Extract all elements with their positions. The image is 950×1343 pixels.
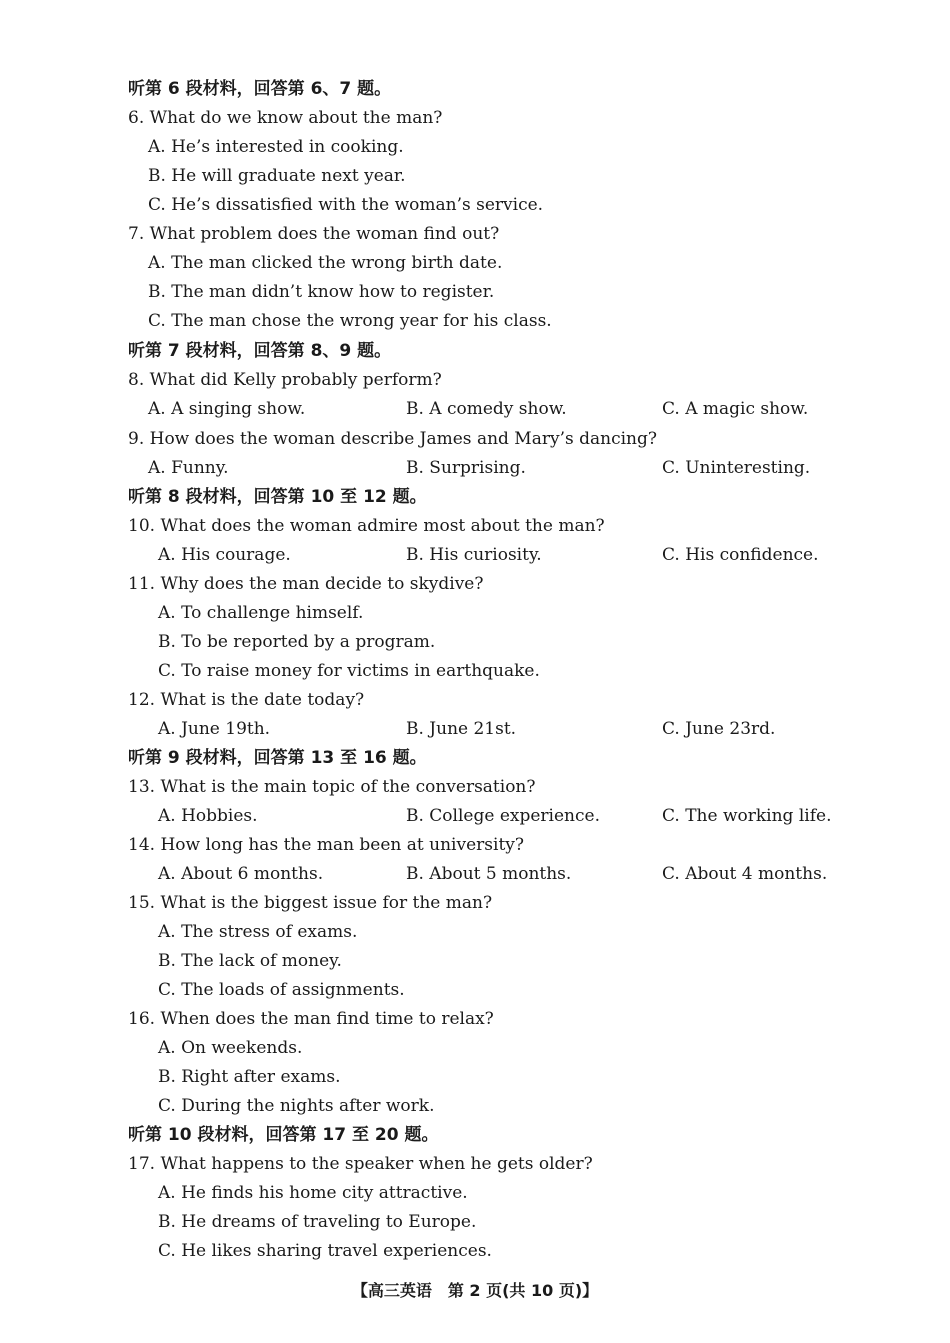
question-13-option-a: A. Hobbies. [158, 806, 258, 826]
question-16-stem: 16. When does the man find time to relax? [128, 1009, 494, 1029]
section-8-heading: 听第 8 段材料，回答第 10 至 12 题。 [128, 487, 427, 507]
question-7-option-c: C. The man chose the wrong year for his class. [148, 311, 552, 331]
question-11-option-a: A. To challenge himself. [158, 603, 364, 623]
question-6-option-b: B. He will graduate next year. [148, 166, 406, 186]
question-8-option-b: B. A comedy show. [406, 399, 567, 419]
question-13-option-c: C. The working life. [662, 806, 832, 826]
question-13-stem: 13. What is the main topic of the conversation? [128, 777, 536, 797]
question-13-option-b: B. College experience. [406, 806, 600, 826]
question-12-option-b: B. June 21st. [406, 719, 517, 739]
question-15-option-b: B. The lack of money. [158, 951, 342, 971]
question-17-option-c: C. He likes sharing travel experiences. [158, 1241, 492, 1261]
question-16-option-a: A. On weekends. [158, 1038, 303, 1058]
question-6-option-a: A. He’s interested in cooking. [148, 137, 404, 157]
question-12-option-c: C. June 23rd. [662, 719, 776, 739]
question-10-stem: 10. What does the woman admire most about the man? [128, 516, 605, 536]
question-8-option-a: A. A singing show. [148, 399, 306, 419]
section-9-heading: 听第 9 段材料，回答第 13 至 16 题。 [128, 748, 427, 768]
question-8-stem: 8. What did Kelly probably perform? [128, 370, 442, 390]
question-15-option-a: A. The stress of exams. [158, 922, 358, 942]
question-11-stem: 11. Why does the man decide to skydive? [128, 574, 484, 594]
question-14-option-a: A. About 6 months. [158, 864, 324, 884]
question-11-option-c: C. To raise money for victims in earthquake. [158, 661, 540, 681]
question-7-option-b: B. The man didn’t know how to register. [148, 282, 495, 302]
section-7-heading: 听第 7 段材料，回答第 8、9 题。 [128, 341, 392, 361]
section-6-heading: 听第 6 段材料，回答第 6、7 题。 [128, 79, 392, 99]
question-12-option-a: A. June 19th. [158, 719, 271, 739]
question-9-option-c: C. Uninteresting. [662, 458, 811, 478]
question-9-stem: 9. How does the woman describe James and Mary’s dancing? [128, 429, 657, 449]
question-11-option-b: B. To be reported by a program. [158, 632, 436, 652]
question-7-option-a: A. The man clicked the wrong birth date. [148, 253, 503, 273]
question-14-stem: 14. How long has the man been at university? [128, 835, 524, 855]
question-16-option-c: C. During the nights after work. [158, 1096, 435, 1116]
question-12-stem: 12. What is the date today? [128, 690, 365, 710]
question-15-stem: 15. What is the biggest issue for the man? [128, 893, 493, 913]
question-14-option-c: C. About 4 months. [662, 864, 828, 884]
question-15-option-c: C. The loads of assignments. [158, 980, 405, 1000]
question-16-option-b: B. Right after exams. [158, 1067, 341, 1087]
question-6-option-c: C. He’s dissatisfied with the woman’s service. [148, 195, 544, 215]
question-7-stem: 7. What problem does the woman find out? [128, 224, 500, 244]
question-14-option-b: B. About 5 months. [406, 864, 572, 884]
question-10-option-b: B. His curiosity. [406, 545, 542, 565]
section-10-heading: 听第 10 段材料，回答第 17 至 20 题。 [128, 1125, 439, 1145]
question-17-stem: 17. What happens to the speaker when he gets older? [128, 1154, 593, 1174]
question-8-option-c: C. A magic show. [662, 399, 809, 419]
page-footer: 【高三英语 第 2 页(共 10 页)】 [351, 1281, 599, 1300]
question-6-stem: 6. What do we know about the man? [128, 108, 443, 128]
question-9-option-a: A. Funny. [148, 458, 229, 478]
question-10-option-c: C. His confidence. [662, 545, 819, 565]
question-10-option-a: A. His courage. [158, 545, 291, 565]
question-9-option-b: B. Surprising. [406, 458, 526, 478]
question-17-option-b: B. He dreams of traveling to Europe. [158, 1212, 477, 1232]
question-17-option-a: A. He finds his home city attractive. [158, 1183, 468, 1203]
